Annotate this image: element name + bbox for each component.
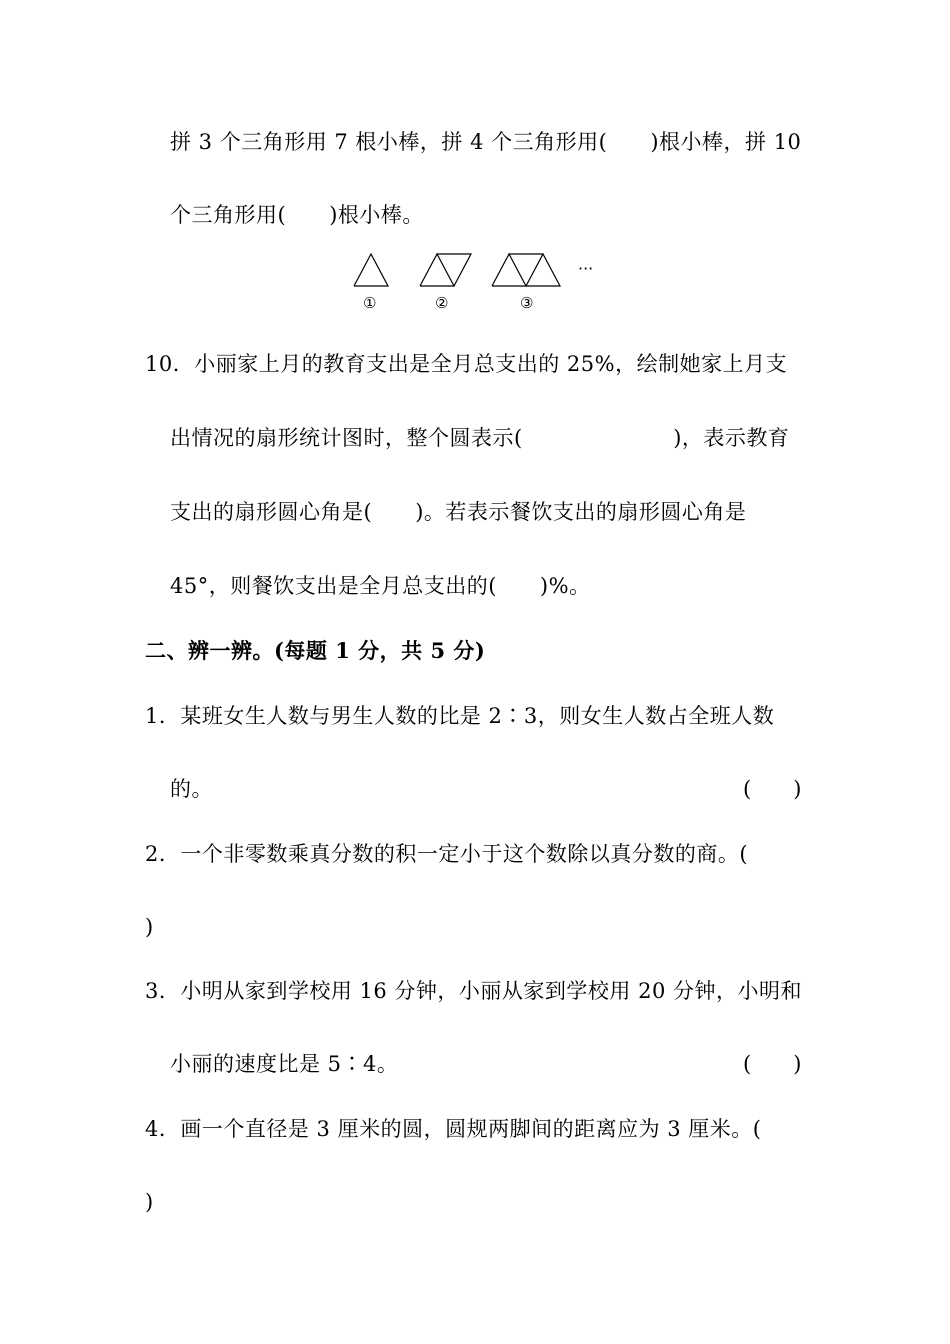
judge-q1-answer-blank[interactable]: ( ) bbox=[743, 777, 802, 801]
judge-q4-line1: 4．画一个直径是 3 厘米的圆，圆规两脚间的距离应为 3 厘米。( bbox=[145, 1117, 762, 1141]
triangle-figure-2 bbox=[420, 254, 471, 286]
judge-q2-line1: 2．一个非零数乘真分数的积一定小于这个数除以真分数的商。( bbox=[145, 842, 749, 866]
ellipsis-mark: ··· bbox=[578, 259, 594, 278]
q10-text-line1: 10．小丽家上月的教育支出是全月总支出的 25%，绘制她家上月支 bbox=[145, 352, 788, 376]
triangle-figure-3 bbox=[492, 254, 560, 286]
judge-q3-answer-blank[interactable]: ( ) bbox=[743, 1052, 802, 1076]
q9-text-line2: 个三角形用( )根小棒。 bbox=[170, 203, 424, 227]
q9-text-line1: 拼 3 个三角形用 7 根小棒，拼 4 个三角形用( )根小棒，拼 10 bbox=[170, 130, 802, 154]
q10-text-line2: 出情况的扇形统计图时，整个圆表示( )，表示教育 bbox=[170, 426, 790, 450]
judge-q4-line2: ) bbox=[145, 1190, 154, 1214]
section-heading: 二、辨一辨。(每题 1 分，共 5 分) bbox=[145, 638, 486, 663]
triangle-figure-1 bbox=[354, 254, 388, 286]
figure-label-2: ② bbox=[435, 294, 449, 312]
figure-label-1: ① bbox=[363, 294, 377, 312]
q10-text-line4: 45°，则餐饮支出是全月总支出的( )%。 bbox=[170, 574, 591, 598]
judge-q2-line2: ) bbox=[145, 915, 154, 939]
judge-q3-line2: 小丽的速度比是 5∶4。 bbox=[170, 1052, 399, 1076]
triangle-pattern-figure bbox=[340, 250, 620, 320]
judge-q1-line1: 1．某班女生人数与男生人数的比是 2∶3，则女生人数占全班人数 bbox=[145, 704, 775, 728]
judge-q1-line2: 的。 bbox=[170, 777, 213, 801]
q10-text-line3: 支出的扇形圆心角是( )。若表示餐饮支出的扇形圆心角是 bbox=[170, 500, 747, 524]
figure-label-3: ③ bbox=[520, 294, 534, 312]
judge-q3-line1: 3．小明从家到学校用 16 分钟，小丽从家到学校用 20 分钟，小明和 bbox=[145, 979, 803, 1003]
